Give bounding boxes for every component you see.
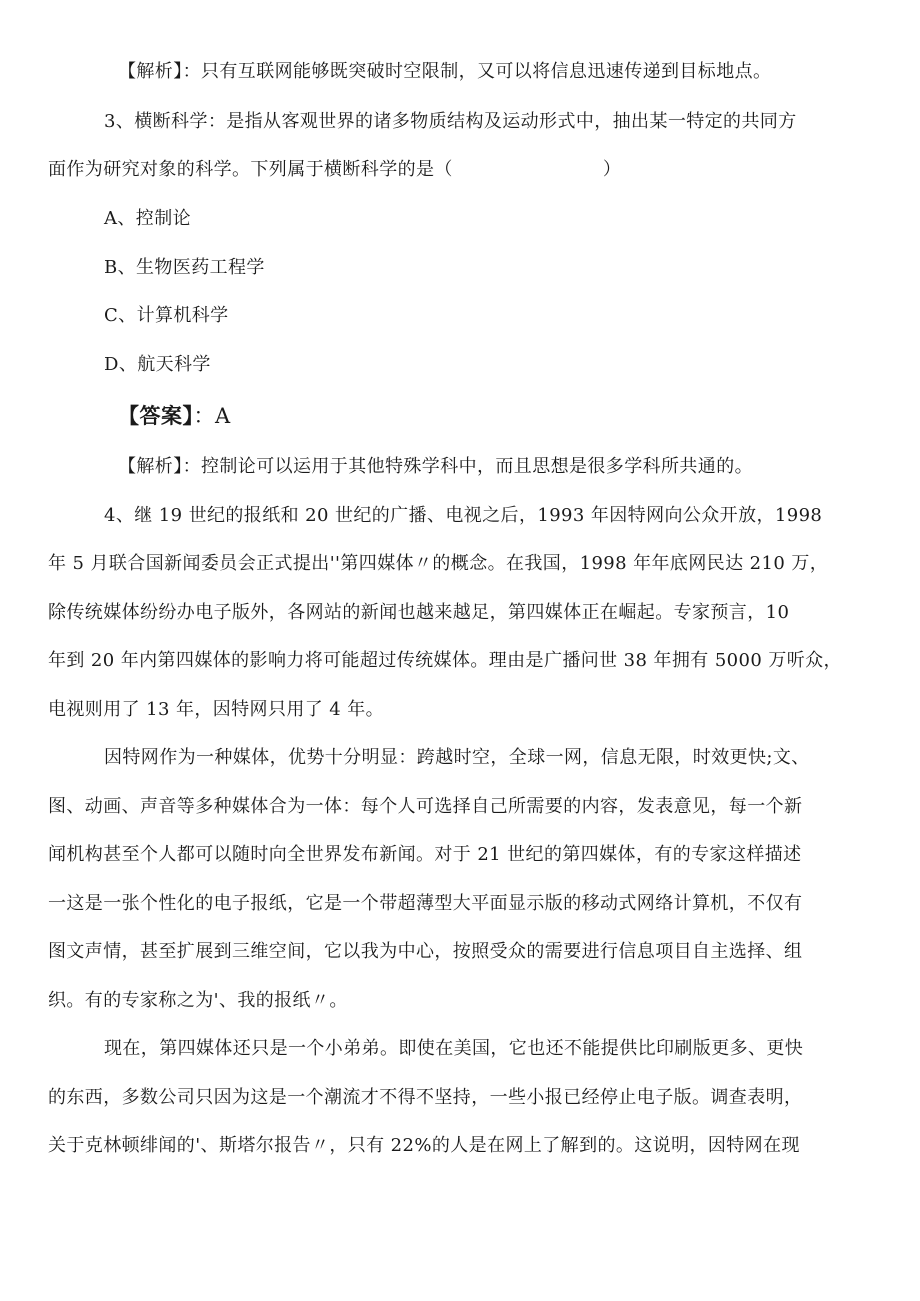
q4-paragraph-1-line-2: 年 5 月联合国新闻委员会正式提出''第四媒体〃的概念。在我国，1998 年年底网民达 210 万， [48,553,829,574]
q4-paragraph-1-line-4: 年到 20 年内第四媒体的影响力将可能超过传统媒体。理由是广播问世 38 年拥有 5000 万听众， [48,650,842,671]
q3-stem-line-2 [48,158,621,182]
q4-paragraph-3-line-2: 的东西，多数公司只因为这是一个潮流才不得不坚持，一些小报已经停止电子版。调查表明， [48,1087,803,1108]
q4-paragraph-2-line-2: 图、动画、声音等多种媒体合为一体：每个人可选择自己所需要的内容，发表意见，每一个新 [48,796,803,817]
q4-paragraph-2-line-6: 织。有的专家称之为'、我的报纸〃。 [48,990,348,1011]
q3-answer [118,404,231,428]
q4-paragraph-1-line-5: 电视则用了 13 年，因特网只用了 4 年。 [48,699,385,720]
q4-paragraph-2-line-4: 一这是一张个性化的电子报纸，它是一个带超薄型大平面显示版的移动式网络计算机，不仅有 [48,893,803,914]
q3-option-c: C、计算机科学 [104,305,229,326]
q2-analysis: 【解析】：只有互联网能够既突破时空限制，又可以将信息迅速传递到目标地点。 [118,61,772,82]
q4-paragraph-2-line-1: 因特网作为一种媒体，优势十分明显：跨越时空，全球一网，信息无限，时效更快;文、 [104,747,810,768]
q3-stem-text: 面作为研究对象的科学。下列属于横断科学的是（ [48,159,453,180]
q4-paragraph-1-line-1: 4、继 19 世纪的报纸和 20 世纪的广播、电视之后，1993 年因特网向公众开放，1998 [104,505,823,526]
q4-paragraph-3-line-1: 现在，第四媒体还只是一个小弟弟。即使在美国，它也还不能提供比印刷版更多、更快 [104,1038,804,1059]
q4-paragraph-2-line-3: 闻机构甚至个人都可以随时向全世界发布新闻。对于 21 世纪的第四媒体，有的专家这样描述 [48,844,802,865]
q3-analysis: 【解析】：控制论可以运用于其他特殊学科中，而且思想是很多学科所共通的。 [118,456,753,477]
answer-label: 【答案】 [118,403,194,428]
q4-paragraph-3-line-3: 关于克林顿绯闻的'、斯塔尔报告〃，只有 22%的人是在网上了解到的。这说明，因特网在现 [48,1135,800,1156]
q3-stem-line-1: 3、横断科学：是指从客观世界的诸多物质结构及运动形式中，抽出某一特定的共同方 [104,111,797,132]
q3-stem-close-paren: ） [602,159,622,180]
q4-paragraph-2-line-5: 图文声情，甚至扩展到三维空间，它以我为中心，按照受众的需要进行信息项目自主选择、组 [48,941,803,962]
q3-option-d: D、航天科学 [104,354,211,375]
q3-option-a: A、控制论 [104,208,191,229]
answer-value: ：A [193,404,231,428]
q3-option-b: B、生物医药工程学 [104,257,265,278]
q4-paragraph-1-line-3: 除传统媒体纷纷办电子版外，各网站的新闻也越来越足，第四媒体正在崛起。专家预言，10 [48,602,790,623]
